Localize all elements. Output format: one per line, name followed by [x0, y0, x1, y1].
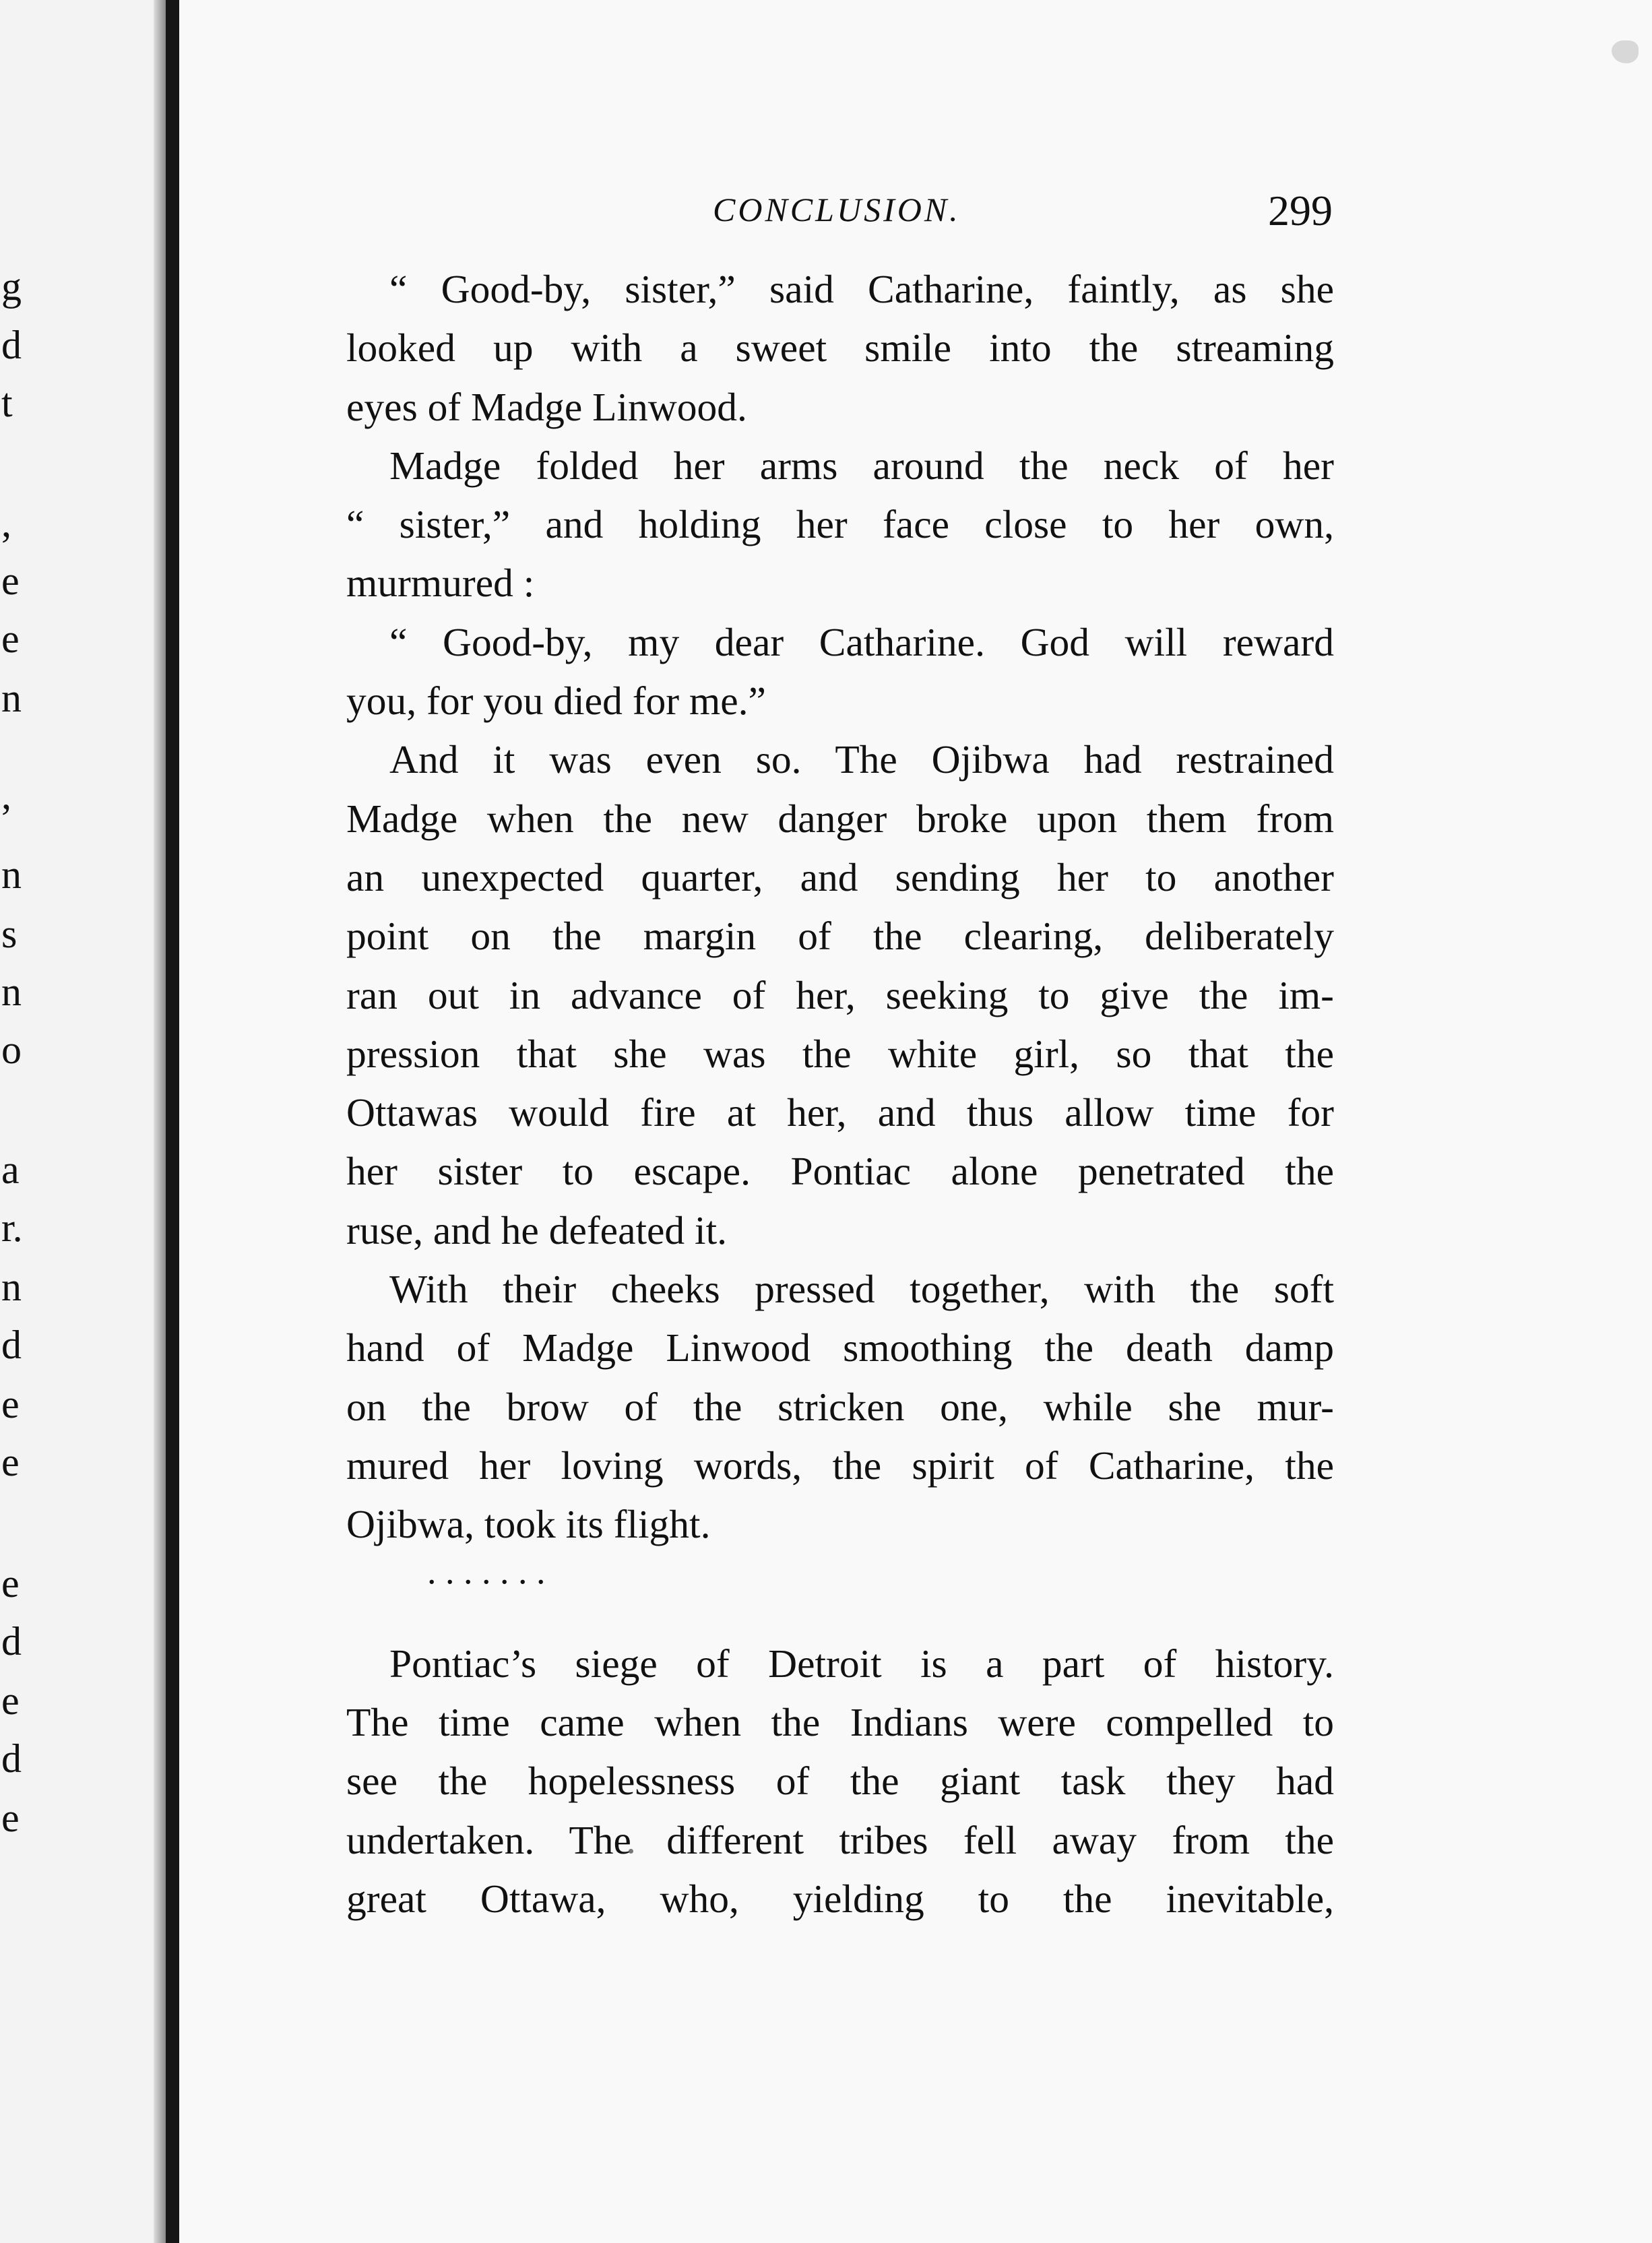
text-line: Ottawas would fire at her, and thus allow time for [346, 1090, 1334, 1135]
binding-shadow [154, 0, 166, 2243]
facing-letter: n [1, 676, 22, 720]
body-text [346, 260, 1334, 1928]
text-line: murmured : [346, 561, 535, 606]
facing-letter: t [1, 381, 13, 425]
text-line: Madge folded her arms around the neck of her [389, 443, 1334, 488]
section-break-dots: . . . . . . . [427, 1550, 546, 1591]
text-line: hand of Madge Linwood smoothing the death damp [346, 1325, 1334, 1370]
text-line: Ojibwa, took its flight. [346, 1502, 711, 1547]
text-line: mured her loving words, the spirit of Catharine, the [346, 1443, 1334, 1488]
facing-page-letters [0, 0, 27, 2243]
text-line: point on the margin of the clearing, deliberately [346, 914, 1334, 959]
page-header [349, 187, 1333, 244]
text-line: pression that she was the white girl, so that the [346, 1031, 1334, 1076]
facing-letter: e [1, 1440, 20, 1484]
text-line: With their cheeks pressed together, with the soft [389, 1267, 1334, 1312]
text-line: “ Good-by, my dear Catharine. God will reward [389, 619, 1334, 664]
paragraph [346, 1260, 1334, 1554]
corner-mark [1612, 40, 1639, 63]
binding-line [166, 0, 179, 2243]
facing-letter: e [1, 559, 20, 603]
text-line: looked up with a sweet smile into the streaming [346, 325, 1334, 371]
facing-letter: n [1, 852, 22, 897]
facing-letter: g [1, 264, 22, 309]
paragraph [346, 1635, 1334, 1928]
facing-letter: e [1, 1678, 20, 1723]
facing-letter: , [1, 501, 11, 545]
paragraph [346, 613, 1334, 731]
facing-letter: n [1, 1265, 22, 1309]
text-line: And it was even so. The Ojibwa had restrained [389, 737, 1334, 782]
text-line: on the brow of the stricken one, while she mur- [346, 1384, 1334, 1429]
facing-letter: d [1, 323, 22, 367]
text-line: you, for you died for me.” [346, 678, 766, 724]
facing-letter: d [1, 1619, 22, 1664]
facing-letter: e [1, 617, 20, 661]
text-line: an unexpected quarter, and sending her to another [346, 854, 1334, 899]
paragraph [346, 260, 1334, 437]
running-head: CONCLUSION. [713, 191, 961, 228]
facing-letter: n [1, 970, 22, 1014]
text-line: her sister to escape. Pontiac alone penetrated the [346, 1149, 1334, 1194]
text-line: “ Good-by, sister,” said Catharine, faintly, as she [389, 267, 1334, 311]
facing-letter: e [1, 1382, 20, 1426]
text-line: The time came when the Indians were compelled to [346, 1700, 1334, 1745]
facing-letter: r. [1, 1205, 23, 1250]
facing-letter: o [1, 1028, 22, 1072]
text-line: “ sister,” and holding her face close to her own, [346, 502, 1334, 547]
text-line: ruse, and he defeated it. [346, 1207, 727, 1253]
paragraph [346, 730, 1334, 1260]
text-line: Madge when the new danger broke upon them from [346, 796, 1334, 841]
text-line: Pontiac’s siege of Detroit is a part of history. [389, 1641, 1334, 1686]
text-line: undertaken. The different tribes fell away from the [346, 1817, 1334, 1862]
paragraph [346, 437, 1334, 613]
facing-letter: , [1, 773, 11, 817]
facing-letter: s [1, 912, 18, 956]
text-line: eyes of Madge Linwood. [346, 384, 747, 429]
section-spacer [346, 1613, 1334, 1635]
page-number: 299 [1268, 187, 1333, 234]
text-line: ran out in advance of her, seeking to give the im- [346, 972, 1334, 1017]
text-line: see the hopelessness of the giant task they had [346, 1759, 1334, 1804]
facing-letter: d [1, 1323, 22, 1367]
facing-letter: d [1, 1736, 22, 1781]
facing-letter: e [1, 1796, 20, 1840]
facing-letter: e [1, 1561, 20, 1606]
facing-letter: a [1, 1147, 20, 1192]
text-line: great Ottawa, who, yielding to the inevitable, [346, 1876, 1334, 1922]
